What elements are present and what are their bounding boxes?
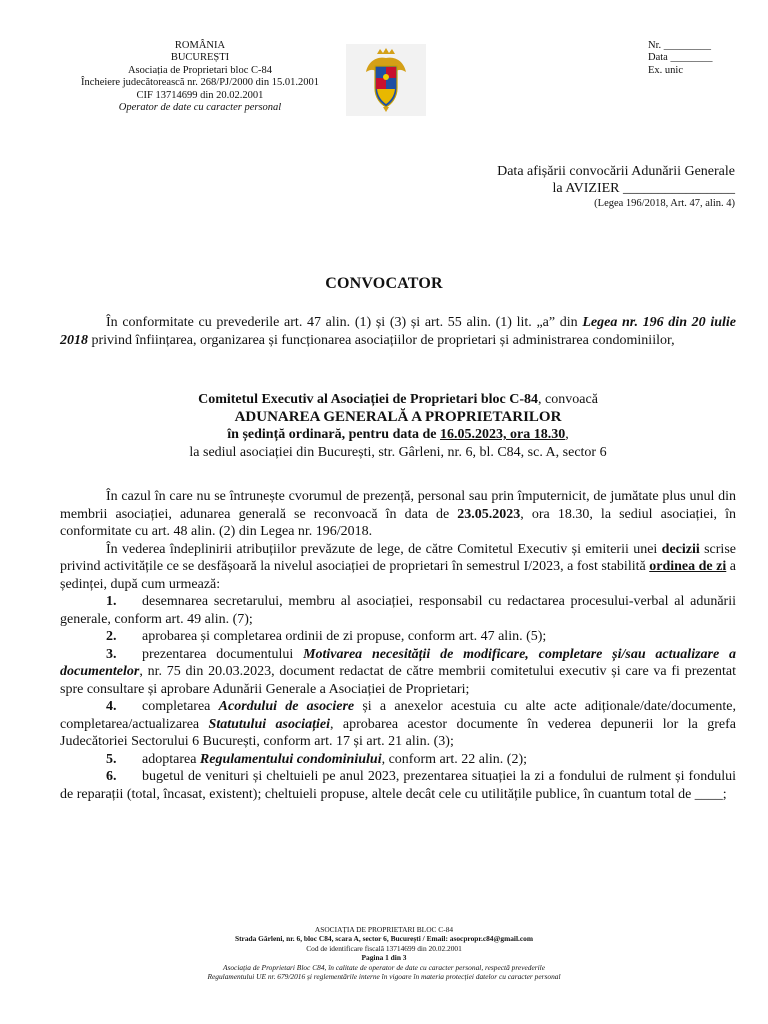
item-number: 5.	[106, 751, 117, 767]
intro-paragraph	[60, 314, 736, 349]
quorum-text-end: , ora 18.30, la sediul asociației, în conformitate cu art. 48 alin. (2) din Legea nr. 196/2018.	[60, 506, 736, 539]
intro-text: În conformitate cu prevederile art. 47 alin. (1) și (3) și art. 55 alin. (1) lit. „a” din	[106, 315, 583, 330]
item-text: desemnarea secretarului, membru al asociației, responsabil cu redactarea procesului-verbal al adunării generale, conform art. 49 alin. (7);	[60, 594, 736, 627]
meeting-location: la sediul asociației din București, str. Gârleni, nr. 6, bl. C84, sc. A, sector 6	[189, 444, 607, 460]
item-number: 2.	[106, 629, 117, 644]
registration-box	[648, 40, 712, 77]
agenda-intro-text-end: a ședinței, după cum urmează:	[60, 559, 736, 592]
footer-cif: Cod de identificare fiscală 13714699 din 20.02.2001	[306, 943, 462, 953]
footer-gdpr-line2: Regulamentului UE nr. 679/2016 și reglementările interne în vigoare în materia protecției datelor cu caracter personal	[207, 972, 561, 982]
agenda-item-3	[60, 646, 736, 699]
session-text: în ședință ordinară, pentru data de	[227, 427, 441, 442]
country-line: ROMÂNIA	[174, 40, 226, 51]
footer-association: ASOCIAȚIA DE PROPRIETARI BLOC C-84	[314, 925, 454, 934]
coat-of-arms-icon	[346, 44, 426, 116]
session-comma: ,	[565, 427, 569, 442]
city-line: BUCUREȘTI	[170, 52, 230, 64]
agenda-intro-text-mid: scrise privind activitățile ce se desfășoară la nivelul asociației de proprietari în semestrul I/2023, a fost stabilită	[60, 541, 736, 574]
item-text-end: , aprobarea acestor documente în vederea depunerii lor la grefa Judecătoriei Sectorului 6 București, conform art. 17 și art. 21 alin. (3);	[60, 716, 736, 749]
registration-date: Data ________	[648, 52, 713, 64]
item-text: completarea	[142, 699, 219, 714]
footer-email[interactable]: asocpropr.c84@gmail.com	[449, 934, 534, 944]
convocation-block	[60, 391, 736, 461]
reconvene-date: 23.05.2023	[457, 506, 521, 522]
agenda-item-6	[60, 768, 736, 803]
intro-text-end: privind înființarea, organizarea și funcționarea asociațiilor de proprietari și administrarea condominiilor,	[88, 332, 675, 348]
agenda-item-4	[60, 698, 736, 751]
committee-name: Comitetul Executiv al Asociației de Proprietari bloc C-84	[198, 392, 539, 407]
agenda-item-1	[60, 593, 736, 628]
item-text-end: , conform art. 22 alin. (2);	[381, 751, 527, 767]
item-number: 3.	[106, 646, 117, 662]
data-operator-line: Operator de date cu caracter personal	[118, 102, 282, 114]
item-text: adoptarea	[142, 751, 200, 767]
association-name: Asociația de Proprietari bloc C-84	[127, 64, 273, 76]
law-reference: Legea nr. 196 din 20 iulie 2018	[60, 315, 736, 348]
decisions-word: decizii	[661, 541, 700, 557]
item-text-end: , nr. 75 din 20.03.2023, document redactat de către membrii comitetului executiv și care va fi prezentat spre consultare și aprobare Adunării Generale a Asociației de Proprietari;	[60, 664, 736, 697]
item-text-mid: și a anexelor acestuia cu alte acte adiționale/date/documente, completarea/actualizarea	[60, 699, 736, 732]
agenda-intro	[60, 541, 736, 594]
item-text: aprobarea și completarea ordinii de zi propuse, conform art. 47 alin. (5);	[142, 629, 547, 644]
item-text: prezentarea documentului	[142, 646, 304, 662]
item-number: 6.	[106, 769, 117, 784]
page-number: Pagina 1 din 3	[361, 953, 407, 963]
regulation-reference: Regulamentului condominiului	[199, 751, 382, 767]
copy-note: Ex. unic	[648, 64, 683, 76]
agenda-intro-text: În vederea îndeplinirii atribuțiilor prevăzute de lege, de către Comitetul Executiv și emiterii unei	[106, 541, 662, 557]
document-reference: Motivarea necesității de modificare, completare și/sau actualizare a documentelor	[60, 646, 736, 679]
posting-notice	[497, 163, 735, 210]
footer-address	[0, 934, 768, 943]
posting-avizier-line: la AVIZIER ________________	[552, 181, 735, 196]
page-footer	[0, 925, 768, 981]
institution-header	[70, 40, 330, 114]
cif-line: CIF 13714699 din 20.02.2001	[136, 89, 264, 101]
assembly-title: ADUNAREA GENERALĂ A PROPRIETARILOR	[234, 408, 562, 425]
quorum-paragraph	[60, 488, 736, 541]
agenda-item-2	[60, 628, 736, 646]
agreement-reference: Acordului de asociere	[218, 699, 355, 714]
posting-date-label: Data afișării convocării Adunării Generale	[497, 164, 735, 179]
item-text: bugetul de venituri și cheltuieli pe anul 2023, prezentarea situației la zi a fondului de rulment și fondului de reparații (total, încasat, existent); cheltuieli propuse, altele decât cele cu utilitățile publice, în cuantum total de ____;	[60, 769, 736, 802]
posting-legal-note: (Legea 196/2018, Art. 47, alin. 4)	[594, 198, 735, 209]
main-body	[60, 488, 736, 803]
item-number: 4.	[106, 699, 117, 714]
quorum-text: În cazul în care nu se întrunește cvorumul de prezență, personal sau prin împuternicit, de jumătate plus unul din membrii asociației, adunarea generală se reconvoacă în data de	[60, 489, 736, 522]
convokes-text: , convoacă	[538, 392, 598, 407]
registration-number: Nr. _________	[648, 40, 711, 51]
agenda-word: ordinea de zi	[649, 559, 727, 574]
court-decision-line: Încheiere judecătorească nr. 268/PJ/2000 din 15.01.2001	[81, 77, 319, 89]
item-number: 1.	[106, 594, 117, 609]
document-title: CONVOCATOR	[325, 275, 443, 292]
footer-gdpr-line1: Asociația de Proprietari Bloc C84, în calitate de operator de date cu caracter personal, respectă prevederile	[222, 962, 546, 972]
session-date: 16.05.2023, ora 18.30	[440, 427, 566, 442]
footer-address-text: Strada Gârleni, nr. 6, bloc C84, scara A, sector 6, București / Email:	[234, 934, 450, 944]
statute-reference: Statutului asociației	[208, 716, 330, 732]
agenda-item-5	[60, 751, 736, 769]
